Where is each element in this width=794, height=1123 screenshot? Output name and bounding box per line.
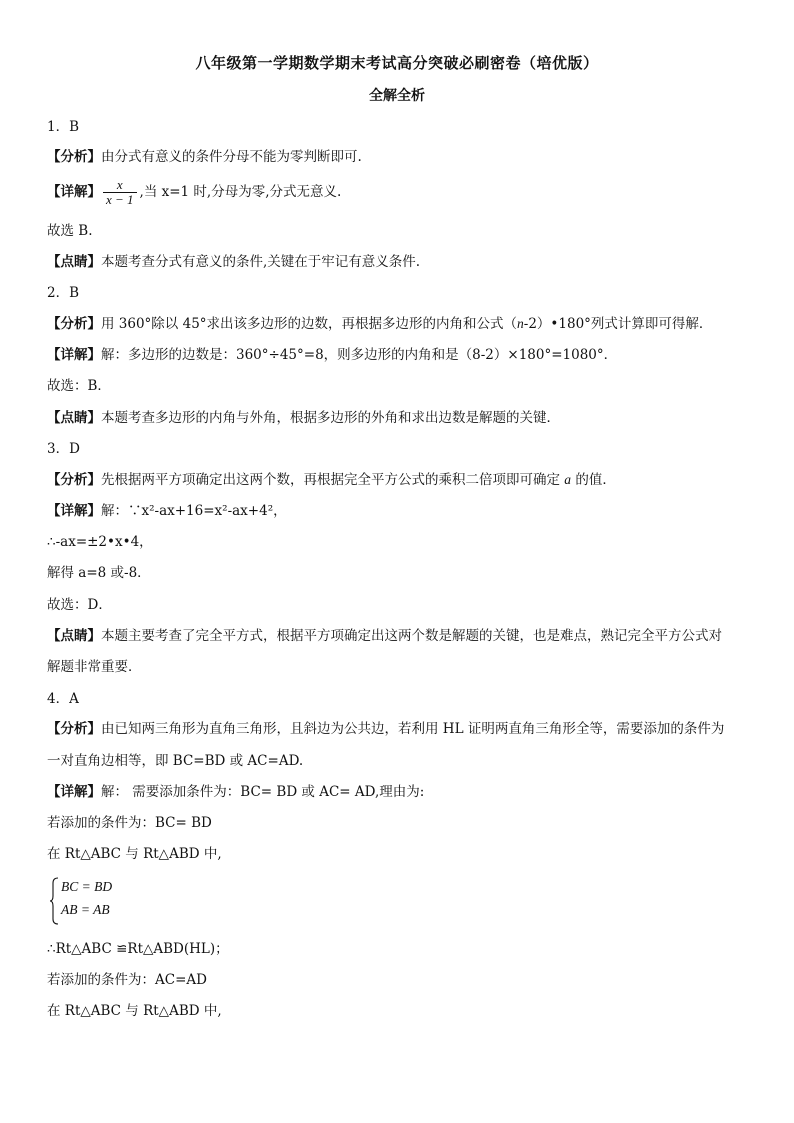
q3-analysis: [47, 471, 616, 489]
q2-detail: [47, 346, 617, 364]
q3-analysis-var-a: a: [564, 472, 572, 487]
q2-answer: 故选：B．: [47, 378, 111, 394]
q1-detail: [47, 178, 341, 207]
q1-fraction: [103, 178, 137, 207]
q2-comment-text: 本题考查多边形的内角与外角，根据多边形的外角和求出边数是解题的关键．: [101, 410, 560, 426]
q4-case1: 若添加的条件为：BC= BD: [47, 815, 212, 831]
q4-equation-1: BC = BD: [61, 879, 113, 894]
q2-analysis-var-n: n: [517, 316, 524, 331]
q4-equation-2: AB = AB: [61, 902, 110, 917]
q4-detail-text: 解： 需要添加条件为：BC= BD 或 AC= AD,理由为:: [101, 784, 425, 800]
q3-comment-tag: 【点睛】: [47, 628, 101, 644]
q3-answer: 故选：D．: [47, 597, 112, 613]
q1-analysis-tag: 【分析】: [47, 149, 101, 165]
q3-step1: ∴-ax=±2•x•4，: [47, 534, 153, 550]
q2-detail-tag: 【详解】: [47, 347, 101, 363]
q2-analysis-text-b: -2）•180°列式计算即可得解．: [523, 316, 713, 332]
q2-comment: [47, 409, 560, 427]
q1-detail-text: ,当 x=1 时,分母为零,分式无意义.: [139, 184, 342, 200]
q1-fraction-denominator: x − 1: [103, 192, 137, 207]
q4-detail: [47, 783, 424, 801]
q3-analysis-text-b: 的值．: [575, 472, 616, 488]
q2-comment-tag: 【点睛】: [47, 410, 101, 426]
q4-equation-system: [49, 877, 169, 925]
q4-analysis-text: 由已知两三角形为直角三角形，且斜边为公共边，若利用 HL 证明两直角三角形全等，需要添加的条件为: [101, 721, 725, 737]
q3-number: 3．D: [47, 441, 80, 457]
q1-number: 1．B: [47, 119, 80, 135]
q1-comment-tag: 【点睛】: [47, 254, 101, 270]
q3-analysis-text-a: 先根据两平方项确定出这两个数，再根据完全平方公式的乘积二倍项即可确定: [101, 472, 560, 488]
q3-detail-text: 解：∵x²-ax+16=x²-ax+4²，: [101, 503, 287, 519]
q4-case2: 若添加的条件为：AC=AD: [47, 972, 207, 988]
q1-comment: [47, 253, 420, 271]
q4-in1: 在 Rt△ABC 与 Rt△ABD 中,: [47, 846, 222, 862]
q2-analysis-text-a: 用 360°除以 45°求出该多边形的边数，再根据多边形的内角和公式（: [101, 316, 518, 332]
q4-number: 4．A: [47, 691, 79, 707]
q2-detail-text: 解：多边形的边数是：360°÷45°=8，则多边形的内角和是（8-2）×180°=1080°．: [101, 347, 618, 363]
page-subtitle: 全解全析: [369, 88, 425, 104]
q4-detail-tag: 【详解】: [47, 784, 101, 800]
q1-fraction-numerator: x: [116, 177, 123, 192]
page-title: 八年级第一学期数学期末考试高分突破必刷密卷（培优版）: [195, 54, 599, 72]
q1-analysis-text: 由分式有意义的条件分母不能为零判断即可.: [101, 149, 362, 165]
q1-detail-tag: 【详解】: [47, 184, 101, 200]
q2-analysis-tag: 【分析】: [47, 316, 101, 332]
q3-detail: [47, 502, 287, 520]
q1-comment-text: 本题考查分式有意义的条件,关键在于牢记有意义条件.: [101, 254, 421, 270]
q1-answer: 故选 B.: [47, 223, 93, 239]
q1-analysis: [47, 148, 362, 166]
q4-analysis-tag: 【分析】: [47, 721, 101, 737]
q2-number: 2．B: [47, 285, 80, 301]
q3-step2: 解得 a=8 或-8．: [47, 565, 151, 581]
q3-comment-continued: 解题非常重要．: [47, 659, 142, 675]
q4-analysis: [47, 720, 724, 738]
q3-analysis-tag: 【分析】: [47, 472, 101, 488]
left-brace-icon: [49, 877, 59, 925]
q4-analysis-continued: 一对直角边相等，即 BC=BD 或 AC=AD.: [47, 753, 304, 769]
q3-comment: [47, 627, 722, 645]
q4-in2: 在 Rt△ABC 与 Rt△ABD 中,: [47, 1003, 222, 1019]
q2-analysis: [47, 315, 712, 333]
q3-detail-tag: 【详解】: [47, 503, 101, 519]
q3-comment-text: 本题主要考查了完全平方式，根据平方项确定出这两个数是解题的关键，也是难点，熟记完全平方公式对: [101, 628, 722, 644]
q4-conclusion1: ∴Rt△ABC ≌Rt△ABD(HL)；: [47, 941, 229, 957]
